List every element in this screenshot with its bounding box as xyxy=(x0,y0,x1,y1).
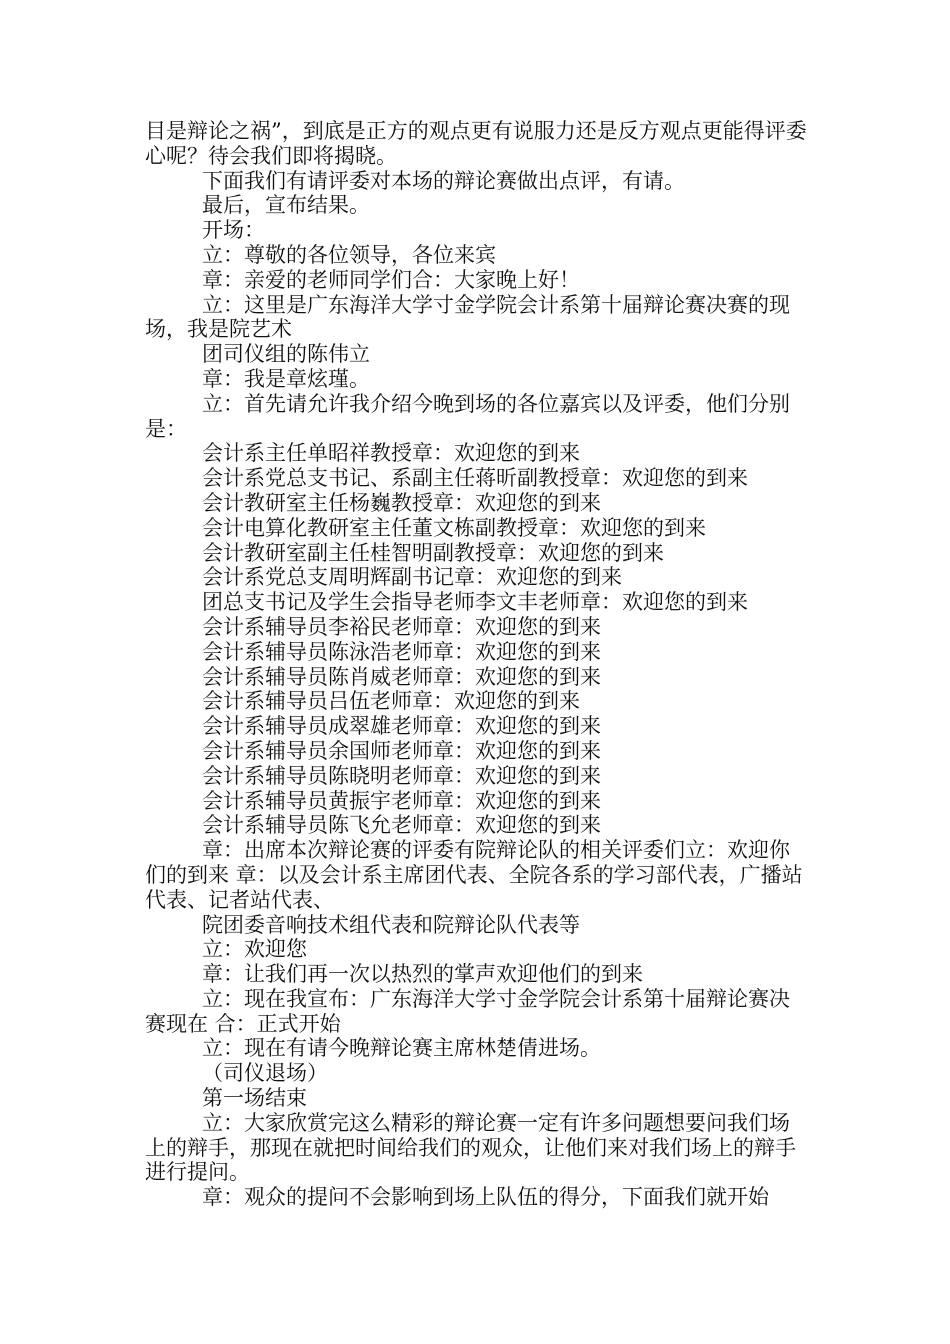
document-paragraph: 会计系辅导员吕伍老师章：欢迎您的到来 xyxy=(202,689,580,714)
document-paragraph: 立：首先请允许我介绍今晚到场的各位嘉宾以及评委，他们分别是： xyxy=(145,391,790,441)
document-paragraph: 立：尊敬的各位领导，各位来宾 xyxy=(202,242,496,267)
document-paragraph: 章：我是章炫瑾。 xyxy=(202,366,370,391)
document-paragraph: 章：亲爱的老师同学们合：大家晚上好！ xyxy=(202,267,580,292)
document-paragraph: 会计系辅导员成翠雄老师章：欢迎您的到来 xyxy=(202,714,601,739)
document-paragraph: 院团委音响技术组代表和院辩论队代表等 xyxy=(202,912,580,937)
document-paragraph: 会计系辅导员黄振宇老师章：欢迎您的到来 xyxy=(202,788,601,813)
document-paragraph: 团司仪组的陈伟立 xyxy=(202,342,370,367)
document-paragraph: 会计系党总支周明辉副书记章：欢迎您的到来 xyxy=(202,565,622,590)
document-paragraph: 章：出席本次辩论赛的评委有院辩论队的相关评委们立：欢迎你们的到来 章：以及会计系主席团代表、全院各系的学习部代表，广播站代表、记者站代表、 xyxy=(145,838,803,912)
document-paragraph: 立：大家欣赏完这么精彩的辩论赛一定有许多问题想要问我们场上的辩手，那现在就把时间给我们的观众，让他们来对我们场上的辩手进行提问。 xyxy=(145,1110,796,1185)
document-paragraph: 立：这里是广东海洋大学寸金学院会计系第十届辩论赛决赛的现场，我是院艺术 xyxy=(145,292,790,342)
document-paragraph: 开场： xyxy=(202,218,265,243)
document-page xyxy=(145,119,810,1210)
document-paragraph: 最后，宣布结果。 xyxy=(202,193,370,218)
document-paragraph: 章：观众的提问不会影响到场上队伍的得分，下面我们就开始 xyxy=(202,1185,769,1210)
document-paragraph: 会计系主任单昭祥教授章：欢迎您的到来 xyxy=(202,441,580,466)
document-paragraph: 目是辩论之祸”，到底是正方的观点更有说服力还是反方观点更能得评委心呢？待会我们即将揭晓。 xyxy=(145,119,807,168)
document-paragraph: 立：现在有请今晚辩论赛主席林楚倩进场。 xyxy=(202,1036,601,1061)
document-paragraph: 会计电算化教研室主任董文栋副教授章：欢迎您的到来 xyxy=(202,515,706,540)
document-paragraph: 会计系辅导员陈晓明老师章：欢迎您的到来 xyxy=(202,763,601,788)
document-paragraph: 会计系党总支书记、系副主任蒋昕副教授章：欢迎您的到来 xyxy=(202,466,748,491)
document-paragraph: 会计教研室副主任桂智明副教授章：欢迎您的到来 xyxy=(202,540,664,565)
document-paragraph: 会计系辅导员陈飞允老师章：欢迎您的到来 xyxy=(202,813,601,838)
document-paragraph: 会计系辅导员余国师老师章：欢迎您的到来 xyxy=(202,738,601,763)
document-paragraph: 章：让我们再一次以热烈的掌声欢迎他们的到来 xyxy=(202,962,643,987)
document-paragraph: 团总支书记及学生会指导老师李文丰老师章：欢迎您的到来 xyxy=(202,590,748,615)
document-paragraph: 下面我们有请评委对本场的辩论赛做出点评，有请。 xyxy=(202,168,685,193)
document-paragraph: 会计系辅导员李裕民老师章：欢迎您的到来 xyxy=(202,614,601,639)
document-paragraph: 第一场结束 xyxy=(202,1086,307,1111)
document-paragraph: 会计教研室主任杨巍教授章：欢迎您的到来 xyxy=(202,490,601,515)
document-paragraph: 会计系辅导员陈肖威老师章：欢迎您的到来 xyxy=(202,664,601,689)
document-paragraph: （司仪退场） xyxy=(202,1061,328,1086)
document-paragraph: 立：现在我宣布：广东海洋大学寸金学院会计系第十届辩论赛决赛现在 合：正式开始 xyxy=(145,986,790,1036)
document-paragraph: 立：欢迎您 xyxy=(202,937,307,962)
document-paragraph: 会计系辅导员陈泳浩老师章：欢迎您的到来 xyxy=(202,639,601,664)
